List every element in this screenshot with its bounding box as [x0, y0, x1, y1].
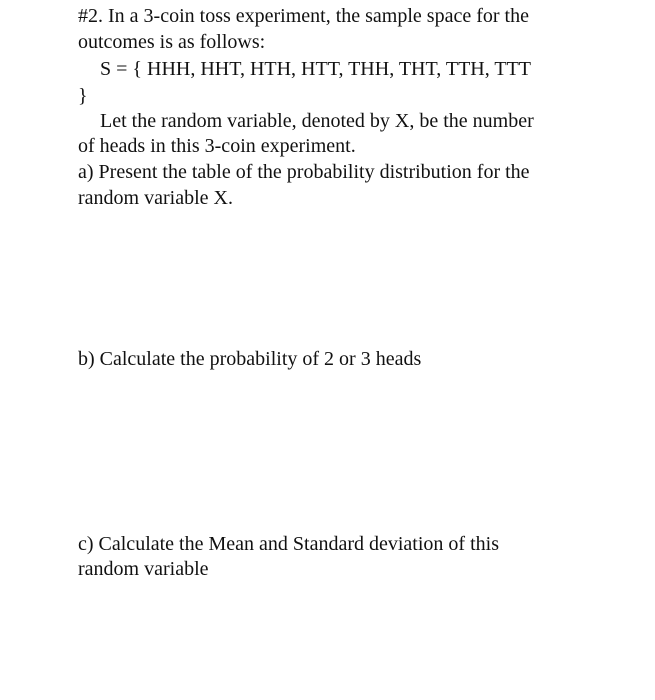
problem-title: #2. In a 3-coin toss experiment, the sample space for the — [78, 5, 529, 27]
part-c-question: c) Calculate the Mean and Standard deviation of this — [78, 533, 499, 555]
part-c-question-continued: random variable — [78, 558, 209, 580]
random-variable-definition: Let the random variable, denoted by X, be the number — [100, 110, 534, 132]
sample-space-close-brace: } — [78, 85, 88, 107]
problem-intro-continued: outcomes is as follows: — [78, 31, 266, 53]
part-b-question: b) Calculate the probability of 2 or 3 heads — [78, 348, 422, 370]
sample-space: S = { HHH, HHT, HTH, HTT, THH, THT, TTH, TTT — [100, 58, 532, 80]
random-variable-definition-continued: of heads in this 3-coin experiment. — [78, 135, 356, 157]
part-a-question: a) Present the table of the probability distribution for the — [78, 161, 530, 183]
part-a-question-continued: random variable X. — [78, 187, 233, 209]
